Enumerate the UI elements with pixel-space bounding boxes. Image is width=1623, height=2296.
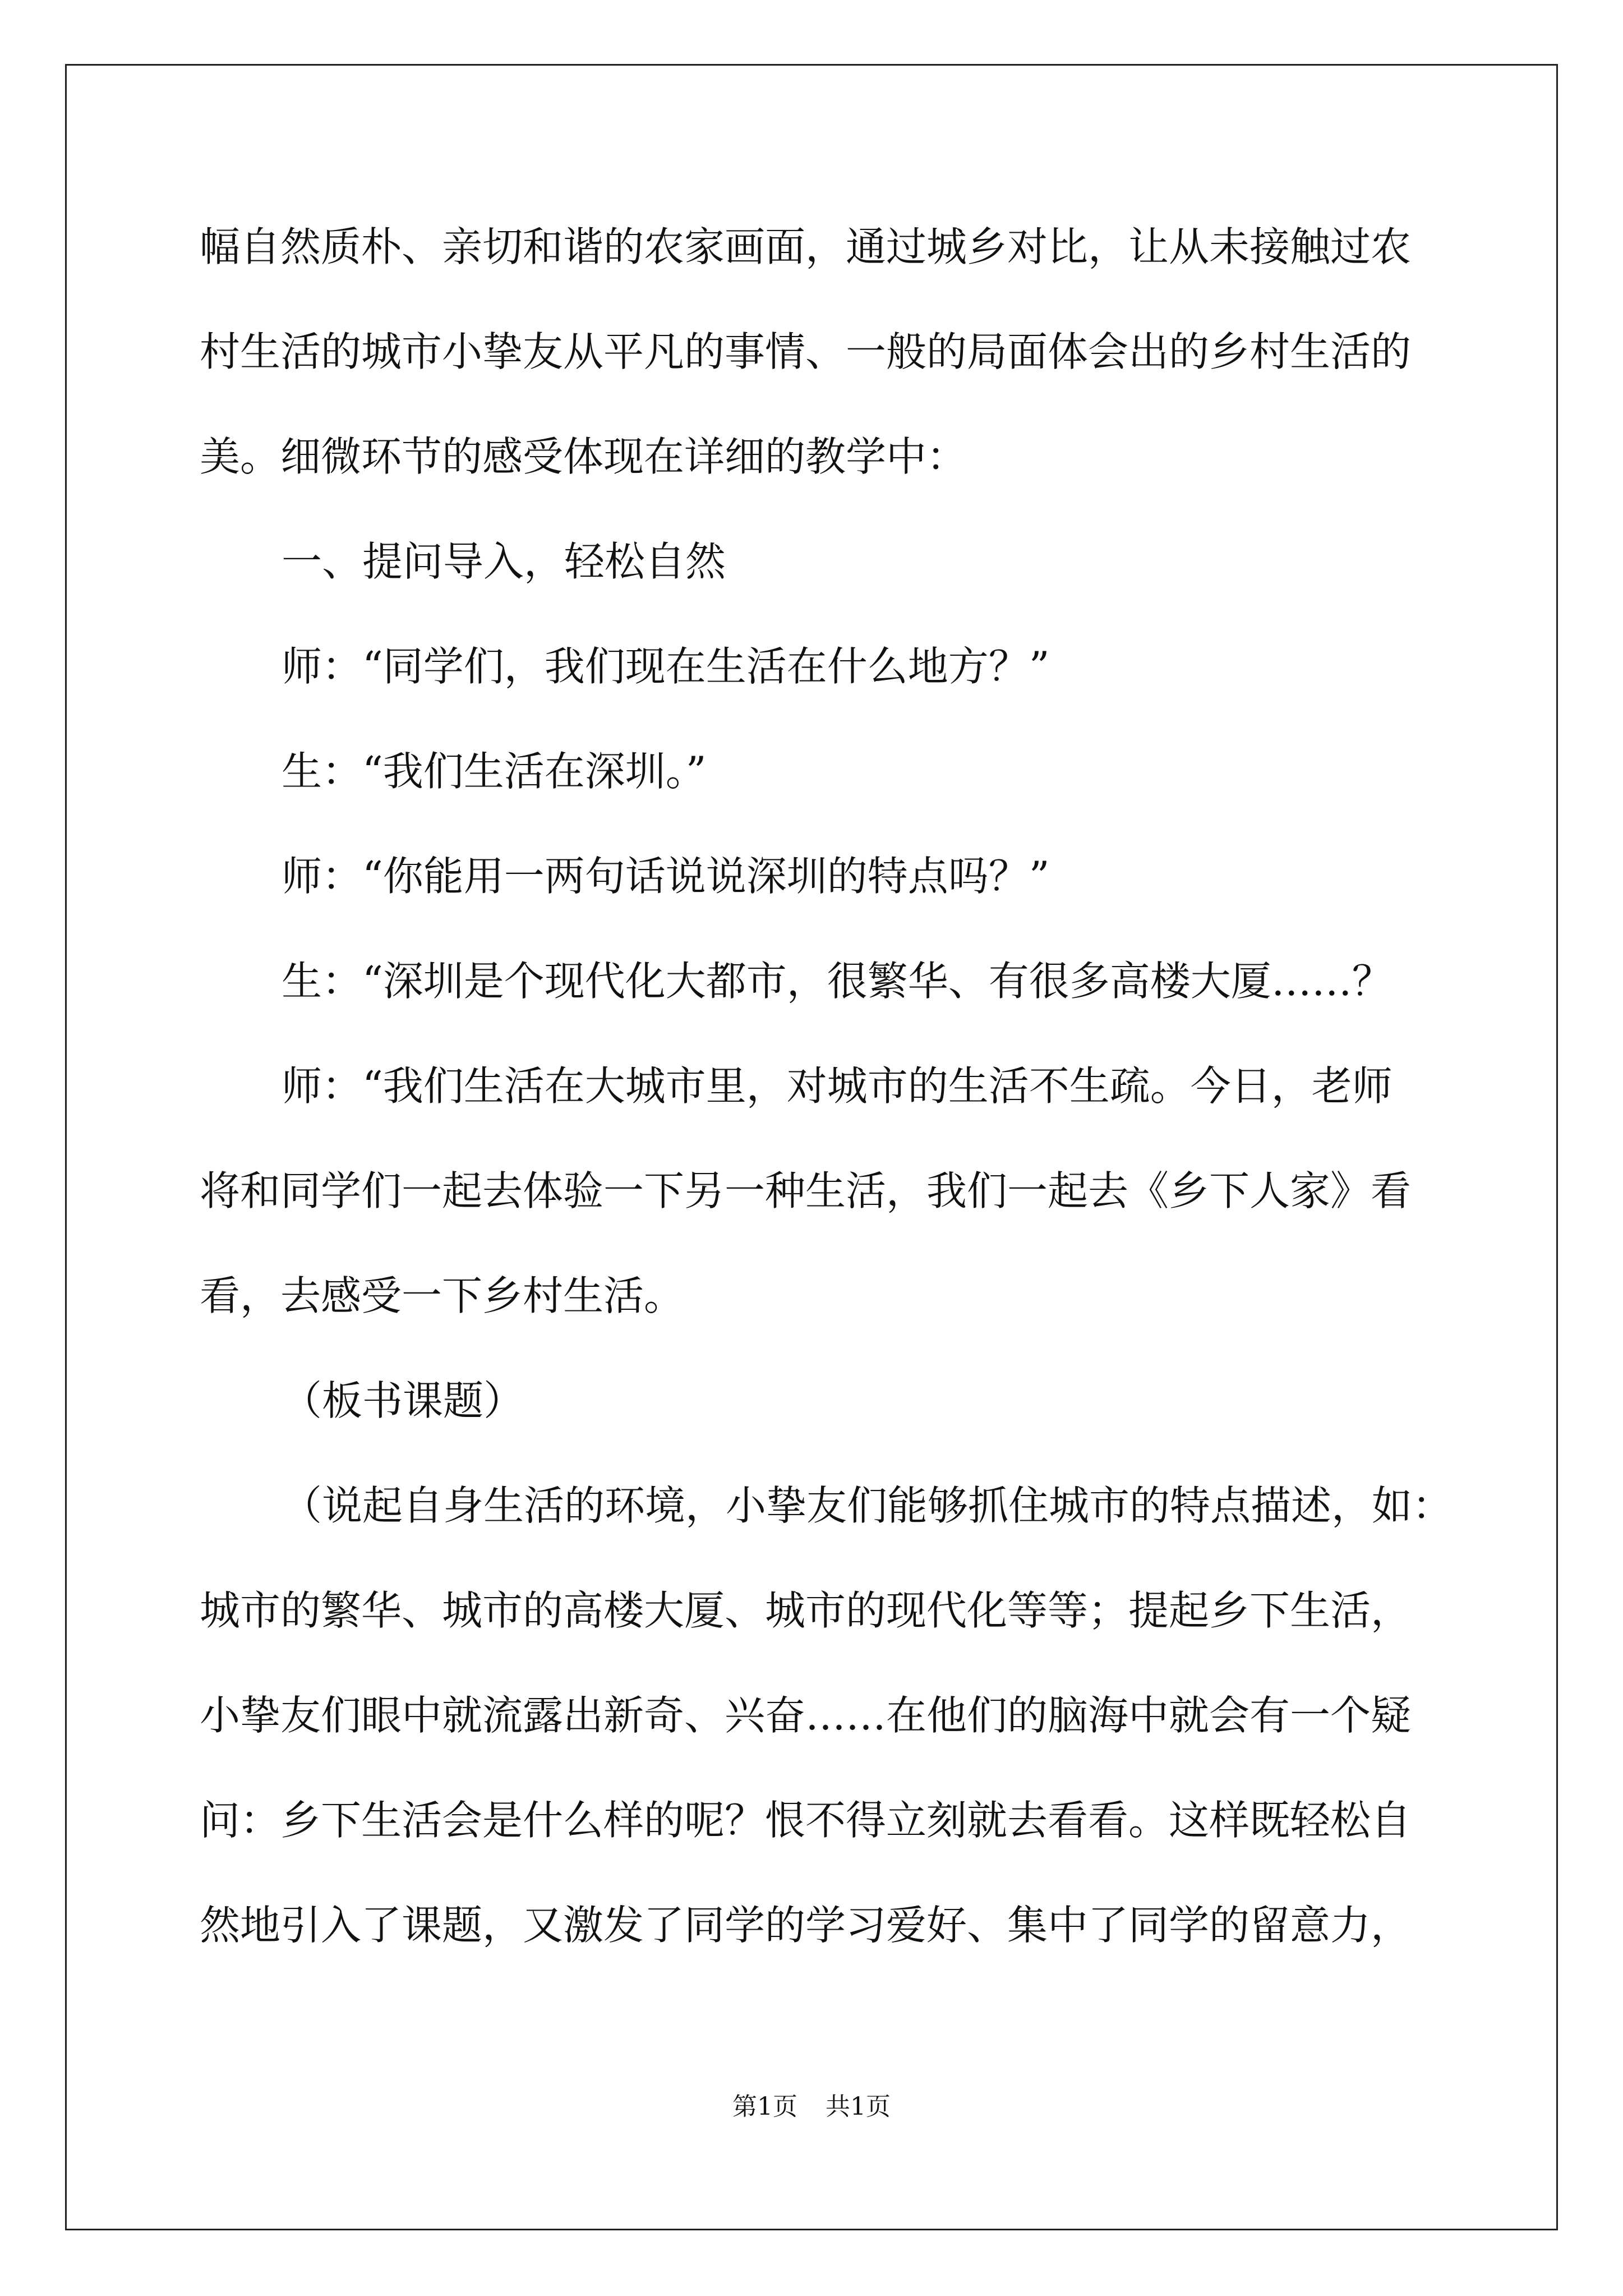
text-line: 村生活的城市小挚友从平凡的事情、一般的局面体会出的乡村生活的	[200, 328, 1412, 375]
section-heading: 一、提问导入，轻松自然	[282, 538, 726, 585]
dialogue-line: 师：“你能用一两句话说说深圳的特点吗？”	[282, 853, 1050, 900]
page-total: 共1页	[826, 2092, 891, 2121]
text-line: 美。细微环节的感受体现在详细的教学中：	[200, 433, 967, 480]
text-line: 城市的繁华、城市的高楼大厦、城市的现代化等等；提起乡下生活，	[200, 1587, 1412, 1634]
text-line: 问：乡下生活会是什么样的呢？恨不得立刻就去看看。这样既轻松自	[200, 1797, 1412, 1844]
text-line: （说起自身生活的环境，小挚友们能够抓住城市的特点描述，如：	[282, 1482, 1453, 1529]
text-line: 幅自然质朴、亲切和谐的农家画面，通过城乡对比，让从未接触过农	[200, 223, 1412, 270]
text-line: 看，去感受一下乡村生活。	[200, 1272, 685, 1319]
dialogue-line: 生：“我们生活在深圳。”	[282, 748, 707, 795]
text-line: 然地引入了课题，又激发了同学的学习爱好、集中了同学的留意力，	[200, 1902, 1412, 1949]
dialogue-line: 师：“同学们，我们现在生活在什么地方？”	[282, 643, 1050, 690]
text-line: 将和同学们一起去体验一下另一种生活，我们一起去《乡下人家》看	[200, 1167, 1412, 1214]
page-footer	[0, 2091, 1623, 2123]
note-line: （板书课题）	[282, 1377, 524, 1424]
document-body	[200, 213, 1453, 1996]
dialogue-line: 师：“我们生活在大城市里，对城市的生活不生疏。今日，老师	[282, 1062, 1393, 1110]
page-number: 第1页	[732, 2092, 797, 2121]
text-line: 小挚友们眼中就流露出新奇、兴奋……在他们的脑海中就会有一个疑	[200, 1692, 1412, 1739]
dialogue-line: 生：“深圳是个现代化大都市，很繁华、有很多高楼大厦……？	[282, 958, 1393, 1005]
